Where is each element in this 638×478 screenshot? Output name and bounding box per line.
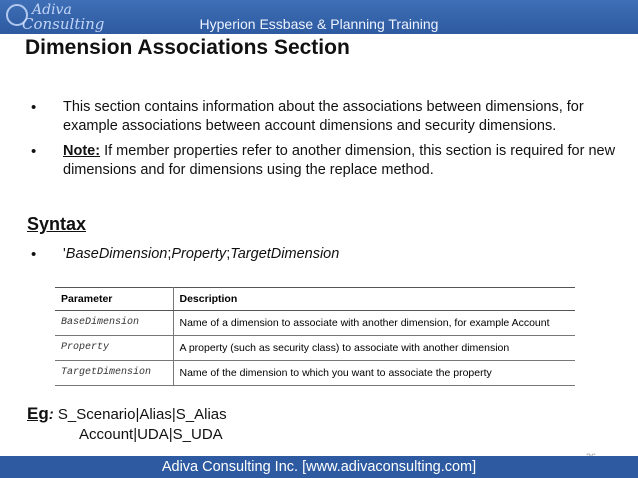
syntax-separator: ;	[167, 246, 172, 262]
bullet-text: If member properties refer to another dimension, this section is required for new dimensions and for dimensions using the replace method.	[63, 143, 616, 178]
syntax-base-dimension: BaseDimension	[65, 246, 168, 262]
table-cell-description: A property (such as security class) to associate with another dimension	[173, 336, 575, 361]
footer-text: Adiva Consulting Inc. [www.adivaconsulting.com]	[161, 459, 477, 475]
logo-text-line1: Adiva	[32, 2, 72, 18]
footer-bar	[0, 456, 638, 478]
bullet-item	[28, 98, 628, 136]
table-cell-description: Name of the dimension to which you want to associate the property	[173, 361, 575, 386]
syntax-separator: ;	[226, 246, 231, 262]
header-bar	[0, 0, 638, 34]
column-header-description: Description	[173, 288, 575, 311]
syntax-quote: '	[63, 246, 66, 262]
column-header-parameter: Parameter	[55, 288, 173, 311]
note-label: Note:	[63, 143, 101, 159]
table-cell-description: Name of a dimension to associate with another dimension, for example Account	[173, 311, 575, 336]
syntax-property: Property	[171, 246, 227, 262]
syntax-target-dimension: TargetDimension	[230, 246, 340, 262]
bullet-item-note	[28, 142, 628, 180]
bullet-text: This section contains information about the associations between dimensions, for example associations between account dimensions and security dimensions.	[63, 99, 584, 134]
table-row	[55, 361, 575, 386]
logo-text-line2: Consulting	[22, 15, 105, 33]
parameter-table	[55, 287, 575, 386]
example-line1	[27, 404, 227, 424]
table-cell-parameter: Property	[55, 336, 173, 361]
bullet-list	[28, 98, 628, 186]
table-row	[55, 311, 575, 336]
syntax-heading: Syntax	[27, 214, 87, 234]
table-header-row	[55, 288, 575, 311]
example-line2: Account|UDA|S_UDA	[79, 426, 223, 443]
example-text: S_Scenario|Alias|S_Alias	[53, 406, 227, 423]
syntax-line	[28, 246, 339, 262]
slide-title: Dimension Associations Section	[25, 36, 350, 59]
table-cell-parameter: TargetDimension	[55, 361, 173, 386]
presentation-title: Hyperion Essbase & Planning Training	[199, 16, 439, 32]
example-label: Eg	[27, 404, 49, 423]
table-cell-parameter: BaseDimension	[55, 311, 173, 336]
example-colon: :	[48, 406, 54, 423]
table-row	[55, 336, 575, 361]
